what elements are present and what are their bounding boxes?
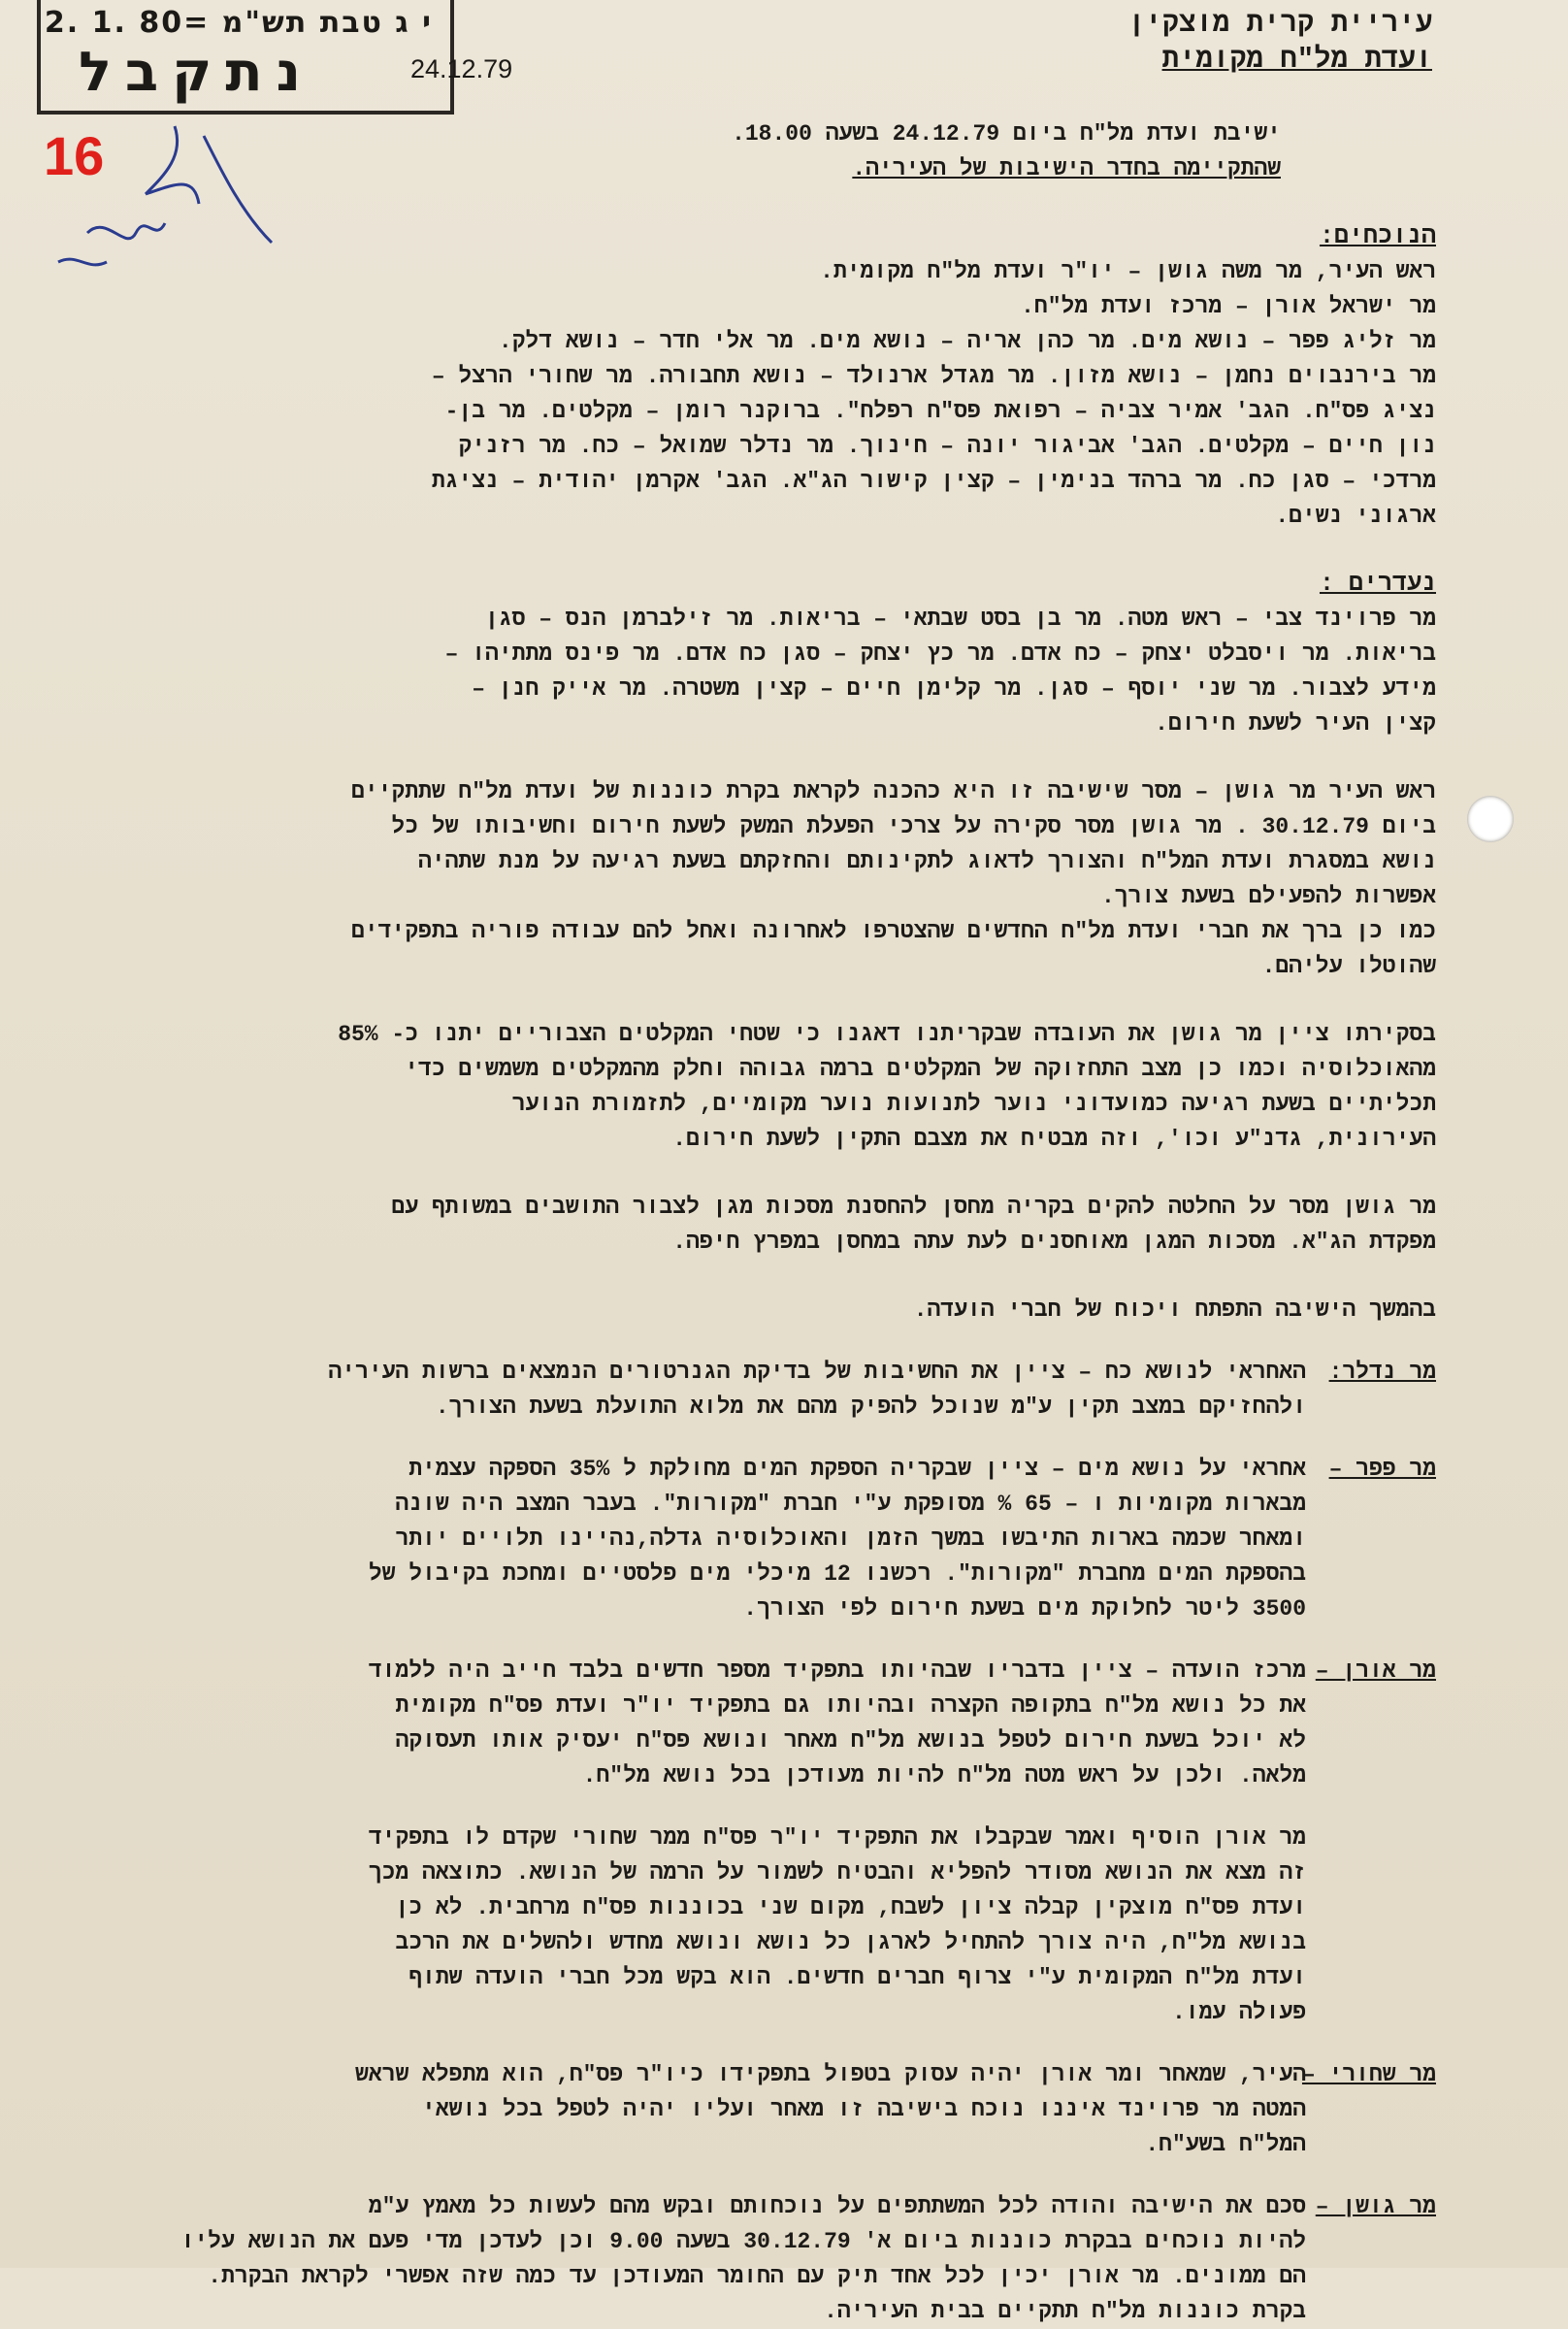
speaker-name: מר שחורי – — [1301, 2062, 1436, 2087]
speaker-line: מלאה. ולכן על ראש מטה מל"ח להיות מעודכן בכל נושא מל"ח. — [582, 1763, 1306, 1788]
speaker-line: להיות נוכחים בבקרת כוננות ביום א' 30.12.79 בשעה 9.00 וכן לעדכן מדי פעם את הנושא עליו — [180, 2229, 1306, 2254]
speaker-name: מר פפר – — [1328, 1457, 1436, 1482]
handwritten-date: 24.12.79 — [410, 54, 513, 83]
speaker-text — [155, 1355, 1306, 1425]
letterhead-municipality: עיריית קרית מוצקין — [1127, 8, 1432, 40]
minutes-paragraph — [155, 1017, 1436, 1157]
present-line: נציג פס"ח. הגב' אמיר צביה – רפואת פס"ח רפלח". ברוקנר רומן – מקלטים. מר בן- — [444, 399, 1436, 424]
speaker-line: מבארות מקומיות ו – 65 % מסופקת ע"י חברת "מקורות". בעבר המצב היה שונה — [395, 1492, 1306, 1517]
speaker-text — [155, 1452, 1306, 1626]
archive-number: 16 — [44, 125, 105, 186]
continuation-line: מר אורן הוסיף ואמר שבקבלו את התפקיד יו"ר פס"ח ממר שחורי שקדם לו בתפקיד — [368, 1825, 1306, 1851]
present-line: נון חיים – מקלטים. הגב' אביגור יונה – חינוך. מר נדלר שמואל – כח. מר רזניק — [458, 434, 1436, 459]
continuation-line: פעולה עמו. — [1171, 2000, 1306, 2025]
meeting-location: שהתקיימה בחדר הישיבות של העיריה. — [852, 156, 1281, 181]
present-line: מרדכי – סגן כח. מר ברהד בנימין – קצין קישור הג"א. הגב' אקרמן יהודית – נציגת — [431, 469, 1436, 494]
speaker-line: לא יוכל בשעת חירום לטפל בנושא מל"ח מאחר ונושא פס"ח יעסיק אותו תעסוקה — [395, 1728, 1306, 1754]
speaker-name: מר אורן – — [1315, 1658, 1436, 1684]
paragraph-line: העירונית, גדנ"ע וכו', וזה מבטיח את מצבם התקין לשעת חירום. — [672, 1127, 1436, 1152]
paragraph-line: נושא במסגרת ועדת המל"ח והצורך לדאוג לתקינותם והחזקתם בשעת רגיעה על מנת שתהיה — [418, 849, 1436, 874]
absent-line: בריאות. מר ויסבלט יצחק – כח אדם. מר כץ יצחק – סגן כח אדם. מר פינס מתתיהו – — [444, 641, 1436, 667]
continuation-line: בנושא מל"ח, היה צורך להתחיל לארגן כל נושא ונושא מחדש ולהשלים את הרכב — [395, 1930, 1306, 1955]
speaker-remarks-closing — [155, 2057, 1436, 2329]
speaker-name: מר גושן – — [1315, 2194, 1436, 2219]
absent-list — [155, 602, 1436, 741]
speaker-remarks — [155, 1355, 1436, 1793]
paragraph-line: כמו כן ברך את חברי ועדת מל"ח החדשים שהצטרפו לאחרונה ואחל להם עבודה פוריה בתפקידים — [351, 919, 1436, 944]
document-body — [155, 116, 1436, 2329]
speaker-line: המל"ח בשע"ח. — [1145, 2132, 1306, 2157]
speaker-name: מר נדלר: — [1328, 1360, 1436, 1385]
speaker-line: בקרת כוננות מל"ח תתקיים בבית העיריה. — [824, 2299, 1306, 2324]
absent-line: קצין העיר לשעת חירום. — [1155, 711, 1436, 737]
received-stamp — [37, 0, 454, 115]
present-line: ארגוני נשים. — [1275, 504, 1436, 529]
speaker-line: ולהחזיקם במצב תקין ע"מ שנוכל להפיק מהם את מלוא התועלת בשעת הצורך. — [435, 1394, 1306, 1420]
speaker-line: ומאחר שכמה בארות התיבשו במשך הזמן והאוכלוסיה גדלה,נהיינו תלויים יותר — [395, 1526, 1306, 1552]
speaker-line: סכם את הישיבה והודה לכל המשתתפים על נוכחותם ובקש מהם לעשות כל מאמץ ע"מ — [368, 2194, 1306, 2219]
paragraph-line: אפשרות להפעילם בשעת צורך. — [1100, 884, 1436, 909]
paragraph-line: ראש העיר מר גושן – מסר שישיבה זו היא כהכנה לקראת בקרת כוננות של ועדת מל"ח שתתקיים — [351, 779, 1436, 804]
continuation-line: זה מצא את הנושא מסודר להפליא והבטיח לשמור על הרמה של הנושא. כתוצאה מכך — [368, 1860, 1306, 1886]
paragraph-line: מר גושן מסר על החלטה להקים בקריה מחסן להחסנת מסכות מגן לצבור התושבים במשותף עם — [391, 1195, 1436, 1220]
speaker-line: המטה מר פרוינד איננו נוכח בישיבה זו מאחר ועליו יהיה לטפל בכל נושאי — [422, 2097, 1306, 2122]
present-line: מר זליג פפר – נושא מים. מר כהן אריה – נושא מים. מר אלי חדר – נושא דלק. — [498, 329, 1436, 354]
speaker-line: 3500 ליטר לחלוקת מים בשעת חירום לפי הצורך. — [743, 1596, 1306, 1622]
present-heading: הנוכחים: — [1319, 222, 1436, 250]
speaker-block — [155, 1452, 1436, 1626]
present-line: מר ישראל אורן – מרכז ועדת מל"ח. — [1021, 294, 1436, 319]
absent-heading: נעדרים : — [1319, 570, 1436, 598]
letterhead-committee: ועדת מל"ח מקומית — [1161, 44, 1432, 76]
speaker-line: בהספקת המים מחברת "מקורות". רכשנו 12 מיכלי מים פלסטיים ומחכת בקיבול של — [368, 1561, 1306, 1587]
continuation-line: ועדת פס"ח מוצקין קבלה ציון לשבח, מקום שני בכוננות פס"ח מרחבית. לא כן — [395, 1895, 1306, 1920]
speaker-block — [155, 1654, 1436, 1793]
speaker-line: מרכז הועדה – ציין בדבריו שבהיותו בתפקיד מספר חדשים בלבד חייב היה ללמוד — [368, 1658, 1306, 1684]
speaker-line: האחראי לנושא כח – ציין את החשיבות של בדיקת הגנרטורים הנמצאים ברשות העיריה — [328, 1360, 1306, 1385]
speaker-line: אחראי על נושא מים – ציין שבקריה הספקת המים מחולקת ל 35% הספקה עצמית — [408, 1457, 1306, 1482]
paragraph-line: תכליתיים בשעת רגיעה כמועדוני נוער לתנועות נוער מקומיים, לתזמורת הנוער — [511, 1092, 1436, 1117]
letterhead — [1128, 6, 1432, 78]
minutes-paragraph — [155, 774, 1436, 984]
speaker-text — [155, 2189, 1306, 2329]
minutes-paragraph — [155, 1293, 1436, 1328]
speaker-block — [155, 2057, 1436, 2162]
speaker-line: את כל נושא מל"ח בתקופה הקצרה ובהיותו גם בתפקיד יו"ר ועדת פס"ח מקומית — [395, 1693, 1306, 1719]
paragraph-line: ביום 30.12.79 . מר גושן מסר סקירה על צרכי הפעלת המשק לשעת חירום וחשיבותו של כל — [391, 814, 1436, 839]
present-line: ראש העיר, מר משה גושן – יו"ר ועדת מל"ח מקומית. — [820, 259, 1436, 284]
speaker-line: העיר, שמאחר ומר אורן יהיה עסוק בטפול בתפקידו כיו"ר פס"ח, הוא מתפלא שראש — [355, 2062, 1306, 2087]
stamp-date: י ג טבת תש"מ =80 .1 .2 — [44, 6, 433, 40]
minutes-paragraph — [155, 1190, 1436, 1260]
stamp-label: נתקבל — [79, 41, 314, 104]
paragraph-line: מפקדת הג"א. מסכות המגן מאוחסנים לעת עתה במחסן במפרץ חיפה. — [672, 1230, 1436, 1255]
continuation-paragraph — [155, 1821, 1306, 2030]
continuation-line: ועדת מל"ח המקומית ע"י צרוף חברים חדשים. הוא בקש מכל חברי הועדה שתוף — [408, 1965, 1306, 1990]
paragraph-line: בסקירתו ציין מר גושן את העובדה שבקריתנו דאגנו כי שטחי המקלטים הצבוריים יתנו כ- 85% — [338, 1022, 1436, 1047]
speaker-block — [155, 1355, 1436, 1425]
speaker-block — [155, 2189, 1436, 2329]
absent-line: מר פרוינד צבי – ראש מטה. מר בן בסט שבתאי – בריאות. מר זילברמן הנס – סגן — [485, 607, 1436, 632]
present-list — [155, 254, 1436, 534]
paragraph-line: מהאוכלוסיה וכמו כן מצב התחזוקה של המקלטים ברמה גבוהה וחלק מהמקלטים משמשים כדי — [405, 1057, 1436, 1082]
paragraph-line: בהמשך הישיבה התפתח ויכוח של חברי הועדה. — [913, 1297, 1436, 1323]
paragraph-line: שהוטלו עליהם. — [1261, 954, 1436, 979]
punch-hole — [1467, 796, 1514, 842]
absent-line: מידע לצבור. מר שני יוסף – סגן. מר קלימן חיים – קצין משטרה. מר אייק חנן – — [472, 676, 1436, 702]
speaker-line: הם ממונים. מר אורן יכין לכל אחד תיק עם החומר המעודכן עד כמה שזה אפשרי לקראת הבקרת. — [208, 2264, 1306, 2289]
present-line: מר בירנבוים נחמן – נושא מזון. מר מגדל ארנולד – נושא תחבורה. מר שחורי הרצל – — [431, 364, 1436, 389]
speaker-text — [155, 1654, 1306, 1793]
minutes-paragraphs — [155, 774, 1436, 1328]
speaker-text — [155, 2057, 1306, 2162]
meeting-title: ישיבת ועדת מל"ח ביום 24.12.79 בשעה 18.00. — [732, 121, 1281, 147]
